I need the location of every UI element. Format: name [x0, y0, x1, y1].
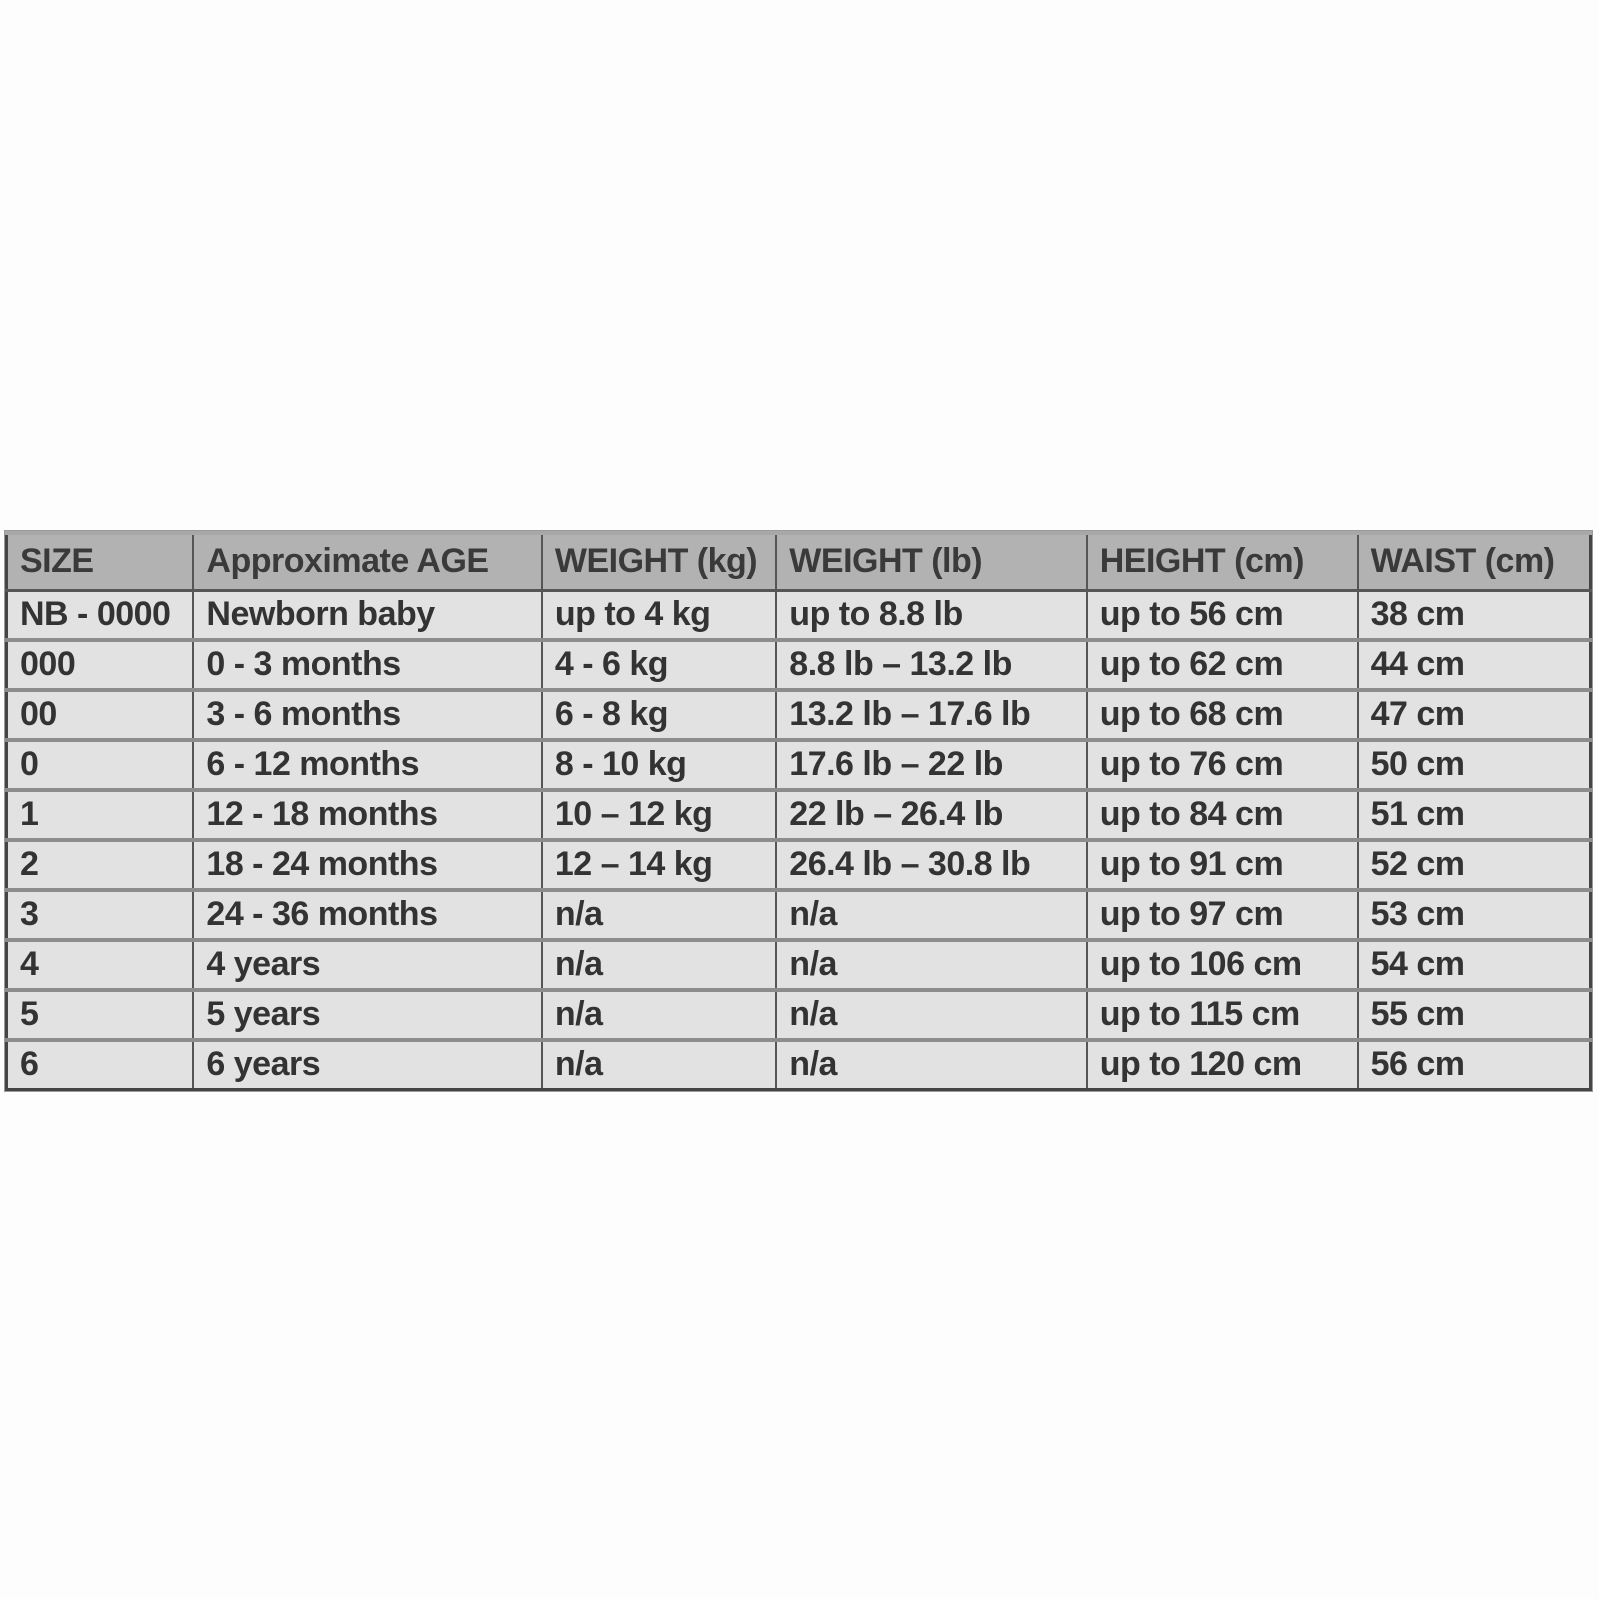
- table-cell: 4 years: [193, 940, 541, 990]
- table-row: [7, 690, 1591, 740]
- table-cell: 38 cm: [1358, 591, 1591, 641]
- table-row: [7, 790, 1591, 840]
- table-row: [7, 740, 1591, 790]
- column-header-height: HEIGHT (cm): [1087, 533, 1358, 591]
- table-cell: 6 - 8 kg: [542, 690, 776, 740]
- table-cell: 000: [7, 640, 194, 690]
- table-cell: 0 - 3 months: [193, 640, 541, 690]
- table-cell: n/a: [776, 990, 1086, 1040]
- table-cell: 55 cm: [1358, 990, 1591, 1040]
- table-cell: 13.2 lb – 17.6 lb: [776, 690, 1086, 740]
- table-row: [7, 840, 1591, 890]
- table-cell: 8 - 10 kg: [542, 740, 776, 790]
- table-cell: 4 - 6 kg: [542, 640, 776, 690]
- table-cell: n/a: [542, 990, 776, 1040]
- column-header-weight-kg: WEIGHT (kg): [542, 533, 776, 591]
- table-cell: up to 76 cm: [1087, 740, 1358, 790]
- size-chart-container: [5, 531, 1592, 1091]
- table-cell: 24 - 36 months: [193, 890, 541, 940]
- table-cell: up to 91 cm: [1087, 840, 1358, 890]
- table-cell: 5: [7, 990, 194, 1040]
- table-cell: 12 - 18 months: [193, 790, 541, 840]
- table-cell: 3 - 6 months: [193, 690, 541, 740]
- table-row: [7, 1040, 1591, 1090]
- table-cell: 22 lb – 26.4 lb: [776, 790, 1086, 840]
- table-cell: 44 cm: [1358, 640, 1591, 690]
- table-cell: 47 cm: [1358, 690, 1591, 740]
- table-cell: up to 106 cm: [1087, 940, 1358, 990]
- table-cell: up to 68 cm: [1087, 690, 1358, 740]
- table-cell: n/a: [776, 1040, 1086, 1090]
- table-cell: up to 4 kg: [542, 591, 776, 641]
- header-row: [7, 533, 1591, 591]
- table-cell: 00: [7, 690, 194, 740]
- table-cell: 6: [7, 1040, 194, 1090]
- table-cell: n/a: [542, 1040, 776, 1090]
- table-cell: 51 cm: [1358, 790, 1591, 840]
- table-cell: up to 56 cm: [1087, 591, 1358, 641]
- table-cell: 12 – 14 kg: [542, 840, 776, 890]
- table-cell: 17.6 lb – 22 lb: [776, 740, 1086, 790]
- size-chart-table: [5, 531, 1592, 1091]
- table-row: [7, 940, 1591, 990]
- table-cell: up to 84 cm: [1087, 790, 1358, 840]
- table-cell: up to 120 cm: [1087, 1040, 1358, 1090]
- table-cell: 3: [7, 890, 194, 940]
- table-cell: 53 cm: [1358, 890, 1591, 940]
- table-cell: 52 cm: [1358, 840, 1591, 890]
- table-cell: n/a: [542, 890, 776, 940]
- table-cell: 5 years: [193, 990, 541, 1040]
- table-cell: 2: [7, 840, 194, 890]
- table-cell: up to 97 cm: [1087, 890, 1358, 940]
- table-row: [7, 890, 1591, 940]
- column-header-size: SIZE: [7, 533, 194, 591]
- table-cell: up to 62 cm: [1087, 640, 1358, 690]
- column-header-age: Approximate AGE: [193, 533, 541, 591]
- table-cell: 10 – 12 kg: [542, 790, 776, 840]
- table-cell: n/a: [776, 940, 1086, 990]
- table-cell: 50 cm: [1358, 740, 1591, 790]
- column-header-waist: WAIST (cm): [1358, 533, 1591, 591]
- table-cell: 4: [7, 940, 194, 990]
- table-cell: up to 115 cm: [1087, 990, 1358, 1040]
- table-cell: 0: [7, 740, 194, 790]
- table-cell: 8.8 lb – 13.2 lb: [776, 640, 1086, 690]
- table-cell: 6 years: [193, 1040, 541, 1090]
- table-row: [7, 990, 1591, 1040]
- table-body: [7, 591, 1591, 1090]
- table-row: [7, 591, 1591, 641]
- column-header-weight-lb: WEIGHT (lb): [776, 533, 1086, 591]
- table-cell: up to 8.8 lb: [776, 591, 1086, 641]
- table-cell: Newborn baby: [193, 591, 541, 641]
- table-cell: NB - 0000: [7, 591, 194, 641]
- table-cell: n/a: [776, 890, 1086, 940]
- table-cell: 1: [7, 790, 194, 840]
- table-cell: 54 cm: [1358, 940, 1591, 990]
- table-cell: 56 cm: [1358, 1040, 1591, 1090]
- table-row: [7, 640, 1591, 690]
- table-cell: n/a: [542, 940, 776, 990]
- table-cell: 6 - 12 months: [193, 740, 541, 790]
- table-cell: 26.4 lb – 30.8 lb: [776, 840, 1086, 890]
- table-cell: 18 - 24 months: [193, 840, 541, 890]
